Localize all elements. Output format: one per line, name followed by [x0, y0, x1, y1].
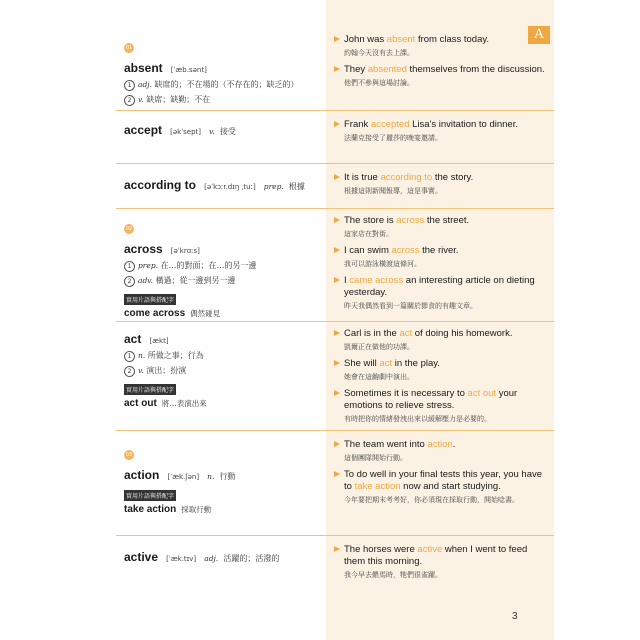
example-sentence	[334, 172, 546, 196]
example-english: I can swim across the river.	[344, 245, 459, 256]
sense-meaning: 缺席；缺勤；不在	[146, 95, 211, 104]
example-sentence	[334, 388, 546, 424]
entry-definition	[124, 441, 322, 515]
entry-examples	[334, 172, 546, 202]
highlighted-word: absent	[386, 34, 416, 45]
entry-definition	[124, 174, 322, 193]
phrase-tag: 實用片語與搭配字	[124, 384, 176, 395]
phrase	[124, 504, 322, 515]
part-of-speech: prep.	[263, 182, 284, 191]
triangle-bullet-icon	[334, 121, 340, 127]
phrase-tag: 實用片語與搭配字	[124, 490, 176, 501]
entry-examples	[334, 34, 546, 94]
phrase	[124, 308, 322, 319]
highlighted-word: across	[396, 215, 425, 226]
example-translation: 他們不參與這場討論。	[344, 79, 414, 87]
sense-number: 2	[124, 366, 135, 377]
triangle-bullet-icon	[334, 330, 340, 336]
highlighted-word: act	[399, 328, 413, 339]
highlighted-word: came across	[349, 275, 404, 286]
sense-meaning: 演出；扮演	[146, 366, 187, 375]
entry-examples	[334, 439, 546, 511]
headword: act	[124, 332, 142, 346]
example-translation: 我今早去餵馬時，牠們很雀躍。	[344, 571, 442, 579]
entry-definition	[124, 119, 322, 138]
phrase-meaning: 將…表演出來	[161, 399, 207, 408]
triangle-bullet-icon	[334, 174, 340, 180]
part-of-speech: n.	[207, 472, 215, 481]
meaning: 根據	[288, 182, 305, 191]
phrase-tag: 實用片語與搭配字	[124, 294, 176, 305]
example-sentence	[334, 544, 546, 580]
entry-examples	[334, 215, 546, 317]
entry-row-absent	[116, 34, 554, 111]
example-sentence	[334, 119, 546, 143]
example-sentence	[334, 34, 546, 58]
phrase-text: act out	[124, 398, 157, 409]
example-sentence	[334, 358, 546, 382]
entry-definition	[124, 215, 322, 319]
sense-number: 1	[124, 80, 135, 91]
entry-row-active	[116, 536, 554, 596]
example-sentence	[334, 439, 546, 463]
triangle-bullet-icon	[334, 360, 340, 366]
triangle-bullet-icon	[334, 277, 340, 283]
example-sentence	[334, 64, 546, 88]
sense	[124, 275, 322, 287]
sense-meaning: 在…的對面；在…的另一邊	[160, 261, 257, 270]
part-of-speech: v.	[138, 366, 144, 375]
part-of-speech: adj.	[204, 554, 219, 563]
example-sentence	[334, 328, 546, 352]
part-of-speech: prep.	[138, 261, 159, 270]
entry-row-action	[116, 431, 554, 536]
example-translation: 她會在這齣劇中演出。	[344, 373, 414, 381]
phrase-text: take action	[124, 504, 177, 515]
example-english: Frank accepted Lisa's invitation to dinner.	[344, 119, 518, 130]
example-english: She will act in the play.	[344, 358, 440, 369]
sense-number: 2	[124, 276, 135, 287]
phonetic: [əˈkɔːr.dɪŋ ˌtuː]	[204, 183, 256, 191]
sense-meaning: 缺席的；不在場的（不存在的；缺乏的）	[154, 80, 299, 89]
triangle-bullet-icon	[334, 36, 340, 42]
entry-row-across	[116, 209, 554, 322]
entry-examples	[334, 328, 546, 430]
triangle-bullet-icon	[334, 546, 340, 552]
headword: according to	[124, 178, 197, 192]
example-english: To do well in your final tests this year, you have to take action now and start studying.	[344, 469, 543, 492]
example-english: They absented themselves from the discussion.	[344, 64, 545, 75]
sense-meaning: 所做之事；行為	[147, 351, 204, 360]
sense-number: 1	[124, 261, 135, 272]
sense	[124, 260, 322, 272]
entry-examples	[334, 544, 546, 586]
phonetic: [ækt]	[149, 337, 169, 345]
sense	[124, 365, 322, 377]
entry-definition	[124, 34, 322, 106]
part-of-speech: v.	[138, 95, 144, 104]
example-english: I came across an interesting article on dieting yesterday.	[344, 275, 535, 298]
triangle-bullet-icon	[334, 390, 340, 396]
highlighted-word: across	[391, 245, 420, 256]
example-translation: 有時把你的情緒發洩出來以緩解壓力是必要的。	[344, 415, 491, 423]
sense-number: 2	[124, 95, 135, 106]
example-translation: 今年要把期末考考好，你必須現在採取行動，開始唸書。	[344, 496, 519, 504]
example-english: Carl is in the act of doing his homework.	[344, 328, 513, 339]
entry-number-badge: 01	[125, 45, 133, 51]
example-sentence	[334, 469, 546, 505]
entry-examples	[334, 119, 546, 149]
phrase-meaning: 偶然碰見	[190, 309, 221, 318]
section-tab: A	[528, 26, 550, 44]
highlighted-word: take action	[354, 481, 401, 492]
example-english: It is true according to the story.	[344, 172, 474, 183]
meaning: 接受	[219, 127, 236, 136]
highlighted-word: action	[427, 439, 453, 450]
example-translation: 約翰今天沒有去上課。	[344, 49, 414, 57]
highlighted-word: active	[417, 544, 443, 555]
example-translation: 這個團隊開始行動。	[344, 454, 407, 462]
triangle-bullet-icon	[334, 66, 340, 72]
headword: active	[124, 550, 159, 564]
example-translation: 根據這則新聞報導，這是事實。	[344, 187, 442, 195]
entry-row-according-to	[116, 164, 554, 209]
entry-number-badge: 03	[125, 452, 133, 458]
headword: across	[124, 242, 163, 256]
example-translation: 法蘭克接受了麗莎的晚宴邀請。	[344, 134, 442, 142]
example-sentence	[334, 215, 546, 239]
example-english: The store is across the street.	[344, 215, 470, 226]
example-translation: 我可以游泳橫渡這條河。	[344, 260, 421, 268]
sense	[124, 79, 322, 91]
entry-definition	[124, 546, 322, 565]
phrase	[124, 398, 322, 409]
example-translation: 凱爾正在做他的功課。	[344, 343, 414, 351]
sense	[124, 350, 322, 362]
headword: absent	[124, 61, 163, 75]
highlighted-word: act	[379, 358, 393, 369]
part-of-speech: adv.	[138, 276, 154, 285]
phonetic: [ˈæk.tɪv]	[166, 555, 197, 563]
entry-definition	[124, 328, 322, 409]
example-sentence	[334, 275, 546, 311]
phonetic: [ˈæb.sənt]	[170, 66, 207, 74]
meaning: 活躍的；活潑的	[223, 554, 280, 563]
headword: action	[124, 468, 160, 482]
triangle-bullet-icon	[334, 471, 340, 477]
sense-meaning: 橫過；從一邊到另一邊	[155, 276, 236, 285]
phonetic: [ˈæk.ʃən]	[167, 473, 200, 481]
triangle-bullet-icon	[334, 217, 340, 223]
triangle-bullet-icon	[334, 247, 340, 253]
part-of-speech: adj.	[138, 80, 152, 89]
entry-number-badge: 02	[125, 226, 133, 232]
highlighted-word: according to	[380, 172, 433, 183]
headword: accept	[124, 123, 163, 137]
meaning: 行動	[219, 472, 236, 481]
example-translation: 這家店在對街。	[344, 230, 393, 238]
part-of-speech: v.	[209, 127, 215, 136]
example-english: Sometimes it is necessary to act out your emotions to relieve stress.	[344, 388, 518, 411]
example-english: John was absent from class today.	[344, 34, 490, 45]
sense	[124, 94, 322, 106]
highlighted-word: act out	[467, 388, 497, 399]
example-sentence	[334, 245, 546, 269]
highlighted-word: absented	[367, 64, 407, 75]
phonetic: [əkˈsept]	[170, 128, 202, 136]
phrase-text: come across	[124, 308, 186, 319]
phonetic: [əˈkrɑːs]	[170, 247, 200, 255]
highlighted-word: accepted	[370, 119, 410, 130]
phrase-meaning: 採取行動	[181, 505, 212, 514]
example-translation: 昨天我偶然看到一篇關於節食的有趣文章。	[344, 302, 477, 310]
entry-row-act	[116, 322, 554, 431]
sense-number: 1	[124, 351, 135, 362]
example-english: The team went into action.	[344, 439, 456, 450]
example-english: The horses were active when I went to feed them this morning.	[344, 544, 528, 567]
page-number: 3	[512, 611, 518, 622]
triangle-bullet-icon	[334, 441, 340, 447]
part-of-speech: n.	[138, 351, 146, 360]
entry-row-accept	[116, 111, 554, 164]
